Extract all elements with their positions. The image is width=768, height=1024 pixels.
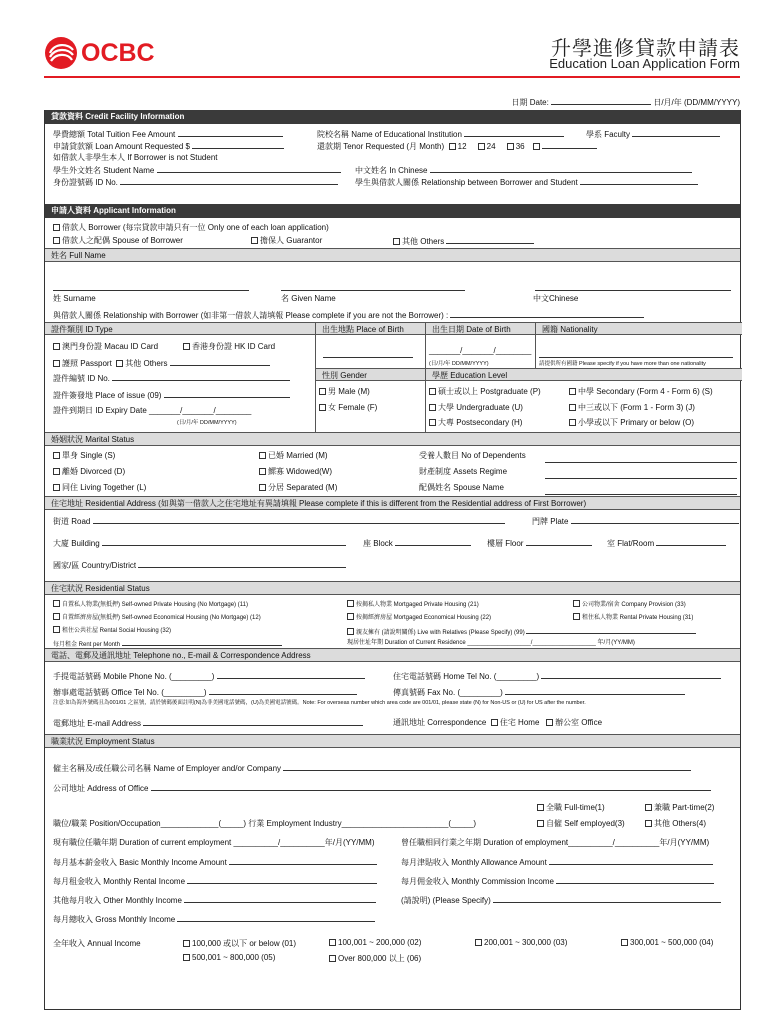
single-checkbox[interactable] (53, 452, 60, 459)
not-student-note: 如借款人非學生本人 If Borrower is not Student (53, 153, 218, 162)
fax-area-field[interactable]: (_________) (457, 688, 503, 697)
current-duration-field[interactable]: __________/__________ (233, 838, 325, 847)
industry-label: 行業 Employment Industry (248, 819, 342, 828)
annual-02-checkbox[interactable] (329, 939, 336, 946)
primary-label: 小學或以下 Primary or below (O) (578, 418, 695, 427)
r12-checkbox[interactable] (53, 613, 60, 620)
loan-amount-field[interactable] (192, 140, 284, 149)
nationality-note: 請提供所有國籍 Please specify if you have more than one nationality (539, 361, 706, 367)
together-label: 同住 Living Together (L) (62, 483, 147, 492)
secondary-checkbox[interactable] (569, 388, 576, 395)
current-duration-format: 年/月(YY/MM) (324, 838, 375, 847)
allowance-field[interactable] (549, 856, 713, 865)
r22-label: 按揭經濟房屋 Mortgaged Economical Housing (22) (356, 615, 492, 621)
postsec-checkbox[interactable] (429, 419, 436, 426)
home-tel-label: 住宅電話號碼 Home Tel No. ( (393, 672, 497, 681)
student-chinese-field[interactable] (430, 164, 692, 173)
header-divider (44, 76, 740, 78)
section-full-name: 姓名 Full Name (45, 248, 740, 262)
student-name-field[interactable] (157, 164, 341, 173)
place-issue-label: 證件簽發地 Place of issue (09) (53, 391, 162, 400)
emp-others-checkbox[interactable] (645, 820, 652, 827)
relationship-borrower-label: 與借款人關係 Relationship with Borrower (如非第一借款人請填報 Please complete if you are not the Borrower) : (53, 311, 449, 320)
employer-field[interactable] (283, 762, 691, 771)
id-no-field[interactable] (112, 372, 290, 381)
student-name-label: 學生外文姓名 Student Name (53, 166, 155, 175)
road-label: 街道 Road (53, 517, 91, 526)
r32-checkbox[interactable] (53, 626, 60, 633)
position-field[interactable]: _____________(_____) (160, 819, 247, 828)
mobile-label: 手提電話號碼 Mobile Phone No. ( (53, 672, 172, 681)
annual-05-label: 500,001 ~ 800,000 (05) (192, 953, 276, 962)
r99-checkbox[interactable] (347, 628, 354, 635)
others-label: 其他 Others (402, 237, 445, 246)
block-field[interactable] (395, 537, 471, 546)
prev-duration-format: 年/月(YY/MM) (659, 838, 710, 847)
home-area-field[interactable]: _________) (496, 672, 540, 681)
expiry-label: 證件到期日 ID Expiry Date (53, 406, 147, 415)
application-form (44, 110, 741, 1010)
r32-label: 租住公共社屋 Rental Social Housing (32) (62, 628, 172, 634)
page-header (0, 0, 768, 80)
fulltime-checkbox[interactable] (537, 804, 544, 811)
emp-others-label: 其他 Others(4) (654, 819, 707, 828)
prev-duration-label: 曾任職相同行業之年期 Duration of employment (401, 838, 569, 847)
annual-04-checkbox[interactable] (621, 939, 628, 946)
postsec-label: 大專 Postsecondary (H) (438, 418, 523, 427)
phone-body (45, 662, 740, 734)
surname-label: 姓 Surname (53, 294, 96, 303)
tenor-other-checkbox[interactable] (533, 143, 540, 150)
tenor-36-label: 36 (515, 142, 525, 151)
id-divider (535, 335, 536, 368)
corr-home-checkbox[interactable] (491, 719, 498, 726)
current-duration-label: 現有職位任職年期 Duration of current employment (53, 838, 232, 847)
full-name-body (45, 262, 740, 322)
assets-field[interactable] (545, 470, 737, 479)
r11-label: 自置私人物業(無抵押) Self-owned Private Housing (No Mortgage) (11) (62, 602, 248, 608)
place-birth-header: 出生地點 Place of Birth (315, 322, 425, 335)
given-name-field[interactable] (281, 282, 465, 291)
flat-field[interactable] (656, 537, 726, 546)
tenor-36-checkbox[interactable] (507, 143, 514, 150)
spouse-checkbox[interactable] (53, 237, 60, 244)
postgrad-checkbox[interactable] (429, 388, 436, 395)
secondary-label: 中學 Secondary (Form 4 - Form 6) (S) (578, 387, 713, 396)
corr-office-label: 辦公室 Office (555, 718, 603, 727)
others-checkbox[interactable] (393, 238, 400, 245)
r33-checkbox[interactable] (573, 600, 580, 607)
undergrad-label: 大學 Undergraduate (U) (438, 403, 523, 412)
passport-label: 護照 Passport (62, 359, 112, 368)
email-field[interactable] (143, 717, 363, 726)
phone-note: 注意:如為海外號碼且為001/01 之區號，請於號碼後面註明(N)為非美國電話號碼，(U)為美國電話號碼。Note: For overseas number which area code are 001/01, please state (N) for Non-US or (U) for US after the number. (53, 700, 586, 706)
dob-format: (日/月/年 DD/MM/YYYY) (429, 361, 489, 367)
spouse-label: 借款人之配偶 Spouse of Borrower (62, 236, 183, 245)
building-field[interactable] (102, 537, 346, 546)
country-field[interactable] (138, 559, 346, 568)
specify-label: (請說明) (Please Specify) (401, 896, 491, 905)
id-others-label: 其他 Others (125, 359, 168, 368)
r33-label: 公司物業/宿舍 Company Provision (33) (582, 602, 686, 608)
separated-checkbox[interactable] (259, 484, 266, 491)
office-address-field[interactable] (151, 782, 711, 791)
chinese-name-field[interactable] (535, 282, 731, 291)
rental-income-label: 每月租金收入 Monthly Rental Income (53, 877, 186, 886)
email-label: 電郵地址 E-mail Address (53, 719, 142, 728)
specify-field[interactable] (493, 894, 721, 903)
faculty-field[interactable] (632, 128, 720, 137)
plate-field[interactable] (571, 515, 739, 524)
annual-01-label: 100,000 或以下 or below (01) (192, 939, 297, 948)
duration-residence-format: 年/月(YY/MM) (597, 640, 635, 646)
surname-field[interactable] (53, 282, 249, 291)
section-credit-facility: 貸款資料 Credit Facility Information (45, 110, 740, 124)
nationality-header: 國籍 Nationality (535, 322, 742, 335)
duration-residence-field[interactable]: ___________________/___________________ (467, 640, 596, 646)
section-residential-address: 住宅地址 Residential Address (如與第一借款人之住宅地址有異請填報 Please complete if this is different from the Residential address of First Borrower) (45, 496, 740, 510)
r31-checkbox[interactable] (573, 613, 580, 620)
student-id-field[interactable] (120, 176, 338, 185)
place-issue-field[interactable] (164, 389, 290, 398)
annual-05-checkbox[interactable] (183, 954, 190, 961)
married-checkbox[interactable] (259, 452, 266, 459)
student-id-label: 身份證號碼 ID No. (53, 178, 118, 187)
correspondence-label: 通訊地址 Correspondence (393, 718, 487, 727)
annual-03-checkbox[interactable] (475, 939, 482, 946)
rental-income-field[interactable] (187, 875, 377, 884)
credit-facility-body (45, 124, 740, 204)
expiry-field[interactable]: _______/_______/________ (149, 406, 252, 415)
annual-income-label: 全年收入 Annual Income (53, 939, 141, 948)
relationship-student-label: 學生與借款人關係 Relationship between Borrower and Student (355, 178, 578, 187)
section-employment: 職業狀況 Employment Status (45, 734, 740, 748)
date-label: 日期 Date: (511, 98, 549, 107)
assets-label: 財產制度 Assets Regime (419, 467, 508, 476)
r99-label: 親友擁有 (請說明關係) Live with Relatives (Please Specify) (99) (356, 630, 525, 636)
annual-03-label: 200,001 ~ 300,000 (03) (484, 938, 568, 947)
r21-label: 按揭私人物業 Mortgaged Private Housing (21) (356, 602, 479, 608)
residential-status-body (45, 595, 740, 648)
rent-label: 每月租金 Rent per Month (53, 642, 121, 648)
marital-body (45, 446, 740, 496)
id-others-checkbox[interactable] (116, 360, 123, 367)
form-title-en: Education Loan Application Form (549, 56, 740, 71)
floor-field[interactable] (526, 537, 592, 546)
tenor-12-label: 12 (457, 142, 467, 151)
together-checkbox[interactable] (53, 484, 60, 491)
tenor-label: 還款期 Tenor Requested (月 Month) (317, 142, 445, 151)
undergrad-checkbox[interactable] (429, 404, 436, 411)
chinese-name-label: 中文Chinese (533, 294, 579, 303)
parttime-checkbox[interactable] (645, 804, 652, 811)
dependents-field[interactable] (545, 454, 737, 463)
dependents-label: 受養人數目 No of Dependents (419, 451, 526, 460)
mobile-area-field[interactable]: _________) (171, 672, 215, 681)
home-tel-field[interactable] (541, 670, 721, 679)
single-label: 單身 Single (S) (62, 451, 116, 460)
id-type-header: 證件類別 ID Type (45, 322, 315, 335)
r11-checkbox[interactable] (53, 600, 60, 607)
duration-residence-label: 現居住址年期 Duration of Current Residence (347, 640, 466, 646)
plate-label: 門牌 Plate (532, 517, 569, 526)
guarantor-label: 擔保人 Guarantor (260, 236, 323, 245)
borrower-checkbox[interactable] (53, 224, 60, 231)
junior-label: 中三或以下 (Form 1 - Form 3) (J) (578, 403, 695, 412)
section-residential-status: 住宅狀況 Residential Status (45, 581, 740, 595)
r22-checkbox[interactable] (347, 613, 354, 620)
r31-label: 租住私人物業 Rental Private Housing (31) (582, 615, 694, 621)
basic-income-label: 每月基本薪金收入 Basic Monthly Income Amount (53, 858, 227, 867)
block-label: 座 Block (363, 539, 393, 548)
corr-home-label: 住宅 Home (499, 718, 540, 727)
male-checkbox[interactable] (319, 388, 326, 395)
given-name-label: 名 Given Name (281, 294, 336, 303)
r12-label: 自置經濟房屋(無抵押) Self-owned Economical Housing (No Mortgage) (12) (62, 615, 261, 621)
gross-income-field[interactable] (177, 913, 375, 922)
annual-02-label: 100,001 ~ 200,000 (02) (338, 938, 422, 947)
office-address-label: 公司地址 Address of Office (53, 784, 149, 793)
education-header: 學歷 Education Level (425, 368, 742, 381)
tuition-label: 學費總額 Total Tuition Fee Amount (53, 130, 176, 139)
employment-body (45, 748, 740, 995)
employer-label: 僱主名稱及/或任職公司名稱 Name of Employer and/or Company (53, 764, 282, 773)
others-field[interactable] (446, 235, 534, 244)
self-employed-checkbox[interactable] (537, 820, 544, 827)
r99-field[interactable] (526, 625, 696, 634)
mobile-field[interactable] (217, 670, 365, 679)
dob-field[interactable]: _______/_______/________ (429, 346, 532, 355)
fulltime-label: 全職 Full-time(1) (546, 803, 605, 812)
tenor-12-checkbox[interactable] (449, 143, 456, 150)
industry-field[interactable]: ________________________(_____) (341, 819, 476, 828)
commission-field[interactable] (556, 875, 714, 884)
section-phone: 電話、電郵及通訊地址 Telephone no., E-mail & Correspondence Address (45, 648, 740, 662)
section-marital: 婚姻狀況 Marital Status (45, 432, 740, 446)
nationality-field[interactable] (539, 349, 733, 358)
tuition-field[interactable] (178, 128, 283, 137)
separated-label: 分居 Separated (M) (268, 483, 338, 492)
female-checkbox[interactable] (319, 404, 326, 411)
date-field[interactable] (551, 96, 651, 105)
basic-income-field[interactable] (229, 856, 377, 865)
id-divider (315, 335, 316, 432)
annual-06-label: Over 800,000 以上 (06) (338, 954, 422, 963)
road-field[interactable] (93, 515, 505, 524)
postgrad-label: 碩士或以上 Postgraduate (P) (438, 387, 541, 396)
form-title-zh: 升學進修貸款申請表 (551, 38, 740, 60)
place-birth-field[interactable] (323, 349, 413, 358)
macau-id-label: 澳門身份證 Macau ID Card (62, 342, 159, 351)
borrower-label: 借款人 Borrower (每宗貸款申請只有一位 Only one of each loan application) (62, 223, 329, 232)
female-label: 女 Female (F) (328, 403, 378, 412)
married-label: 已婚 Married (M) (268, 451, 328, 460)
macau-id-checkbox[interactable] (53, 343, 60, 350)
gender-header: 性別 Gender (315, 368, 425, 381)
position-label: 職位/職業 Position/Occupation (53, 819, 161, 828)
building-label: 大廈 Building (53, 539, 100, 548)
tenor-other-field[interactable] (542, 140, 597, 149)
corr-office-checkbox[interactable] (546, 719, 553, 726)
junior-checkbox[interactable] (569, 404, 576, 411)
ocbc-logo-mark-icon (44, 36, 78, 70)
self-employed-label: 自僱 Self employed(3) (546, 819, 625, 828)
relationship-borrower-field[interactable] (450, 309, 644, 318)
annual-01-checkbox[interactable] (183, 940, 190, 947)
divorced-label: 離婚 Divorced (D) (62, 467, 126, 476)
brand-name: OCBC (81, 38, 155, 67)
widowed-checkbox[interactable] (259, 468, 266, 475)
primary-checkbox[interactable] (569, 419, 576, 426)
relationship-student-field[interactable] (580, 176, 698, 185)
parttime-label: 兼職 Part-time(2) (654, 803, 715, 812)
id-no-label: 證件編號 ID No. (53, 374, 110, 383)
ocbc-logo (44, 36, 155, 70)
office-area-field[interactable]: (_________) (161, 688, 207, 697)
office-tel-label: 辦事處電話號碼 Office Tel No. (53, 688, 159, 697)
tenor-24-checkbox[interactable] (478, 143, 485, 150)
id-divider (425, 335, 426, 432)
annual-04-label: 300,001 ~ 500,000 (04) (630, 938, 714, 947)
section-applicant: 申請人資料 Applicant Information (45, 204, 740, 218)
rent-field[interactable] (122, 637, 282, 646)
date-birth-header: 出生日期 Date of Birth (425, 322, 535, 335)
tenor-24-label: 24 (486, 142, 496, 151)
hk-id-checkbox[interactable] (183, 343, 190, 350)
applicant-body (45, 218, 740, 248)
widowed-label: 鰥寡 Widowed(W) (268, 467, 333, 476)
floor-label: 樓層 Floor (487, 539, 524, 548)
country-label: 國家/區 Country/District (53, 561, 137, 570)
allowance-label: 每月津貼收入 Monthly Allowance Amount (401, 858, 547, 867)
other-income-label: 其他每月收入 Other Monthly Income (53, 896, 182, 905)
passport-checkbox[interactable] (53, 360, 60, 367)
institution-label: 院校名稱 Name of Educational Institution (317, 130, 462, 139)
faculty-label: 學系 Faculty (586, 130, 631, 139)
office-tel-field[interactable] (209, 686, 357, 695)
expiry-format: (日/月/年 DD/MM/YYYY) (177, 420, 237, 426)
male-label: 男 Male (M) (328, 387, 370, 396)
fax-label: 傳真號碼 Fax No. (393, 688, 456, 697)
id-type-block (45, 322, 740, 432)
divorced-checkbox[interactable] (53, 468, 60, 475)
student-chinese-label: 中文姓名 In Chinese (355, 166, 428, 175)
loan-amount-label: 申請貸款額 Loan Amount Requested $ (53, 142, 190, 151)
guarantor-checkbox[interactable] (251, 237, 258, 244)
spouse-name-label: 配偶姓名 Spouse Name (419, 483, 504, 492)
gross-income-label: 每月總收入 Gross Monthly Income (53, 915, 176, 924)
annual-06-checkbox[interactable] (329, 955, 336, 962)
hk-id-label: 香港身份證 HK ID Card (192, 342, 276, 351)
r21-checkbox[interactable] (347, 600, 354, 607)
spouse-name-field[interactable] (545, 486, 737, 495)
fax-field[interactable] (505, 686, 685, 695)
date-format: 日/月/年 (DD/MM/YYYY) (653, 98, 740, 107)
prev-duration-field[interactable]: __________/__________ (568, 838, 660, 847)
date-row (0, 96, 740, 108)
flat-label: 室 Flat/Room (607, 539, 655, 548)
commission-label: 每月佣金收入 Monthly Commission Income (401, 877, 554, 886)
address-body (45, 510, 740, 581)
institution-field[interactable] (464, 128, 564, 137)
other-income-field[interactable] (184, 894, 376, 903)
id-others-field[interactable] (170, 357, 270, 366)
